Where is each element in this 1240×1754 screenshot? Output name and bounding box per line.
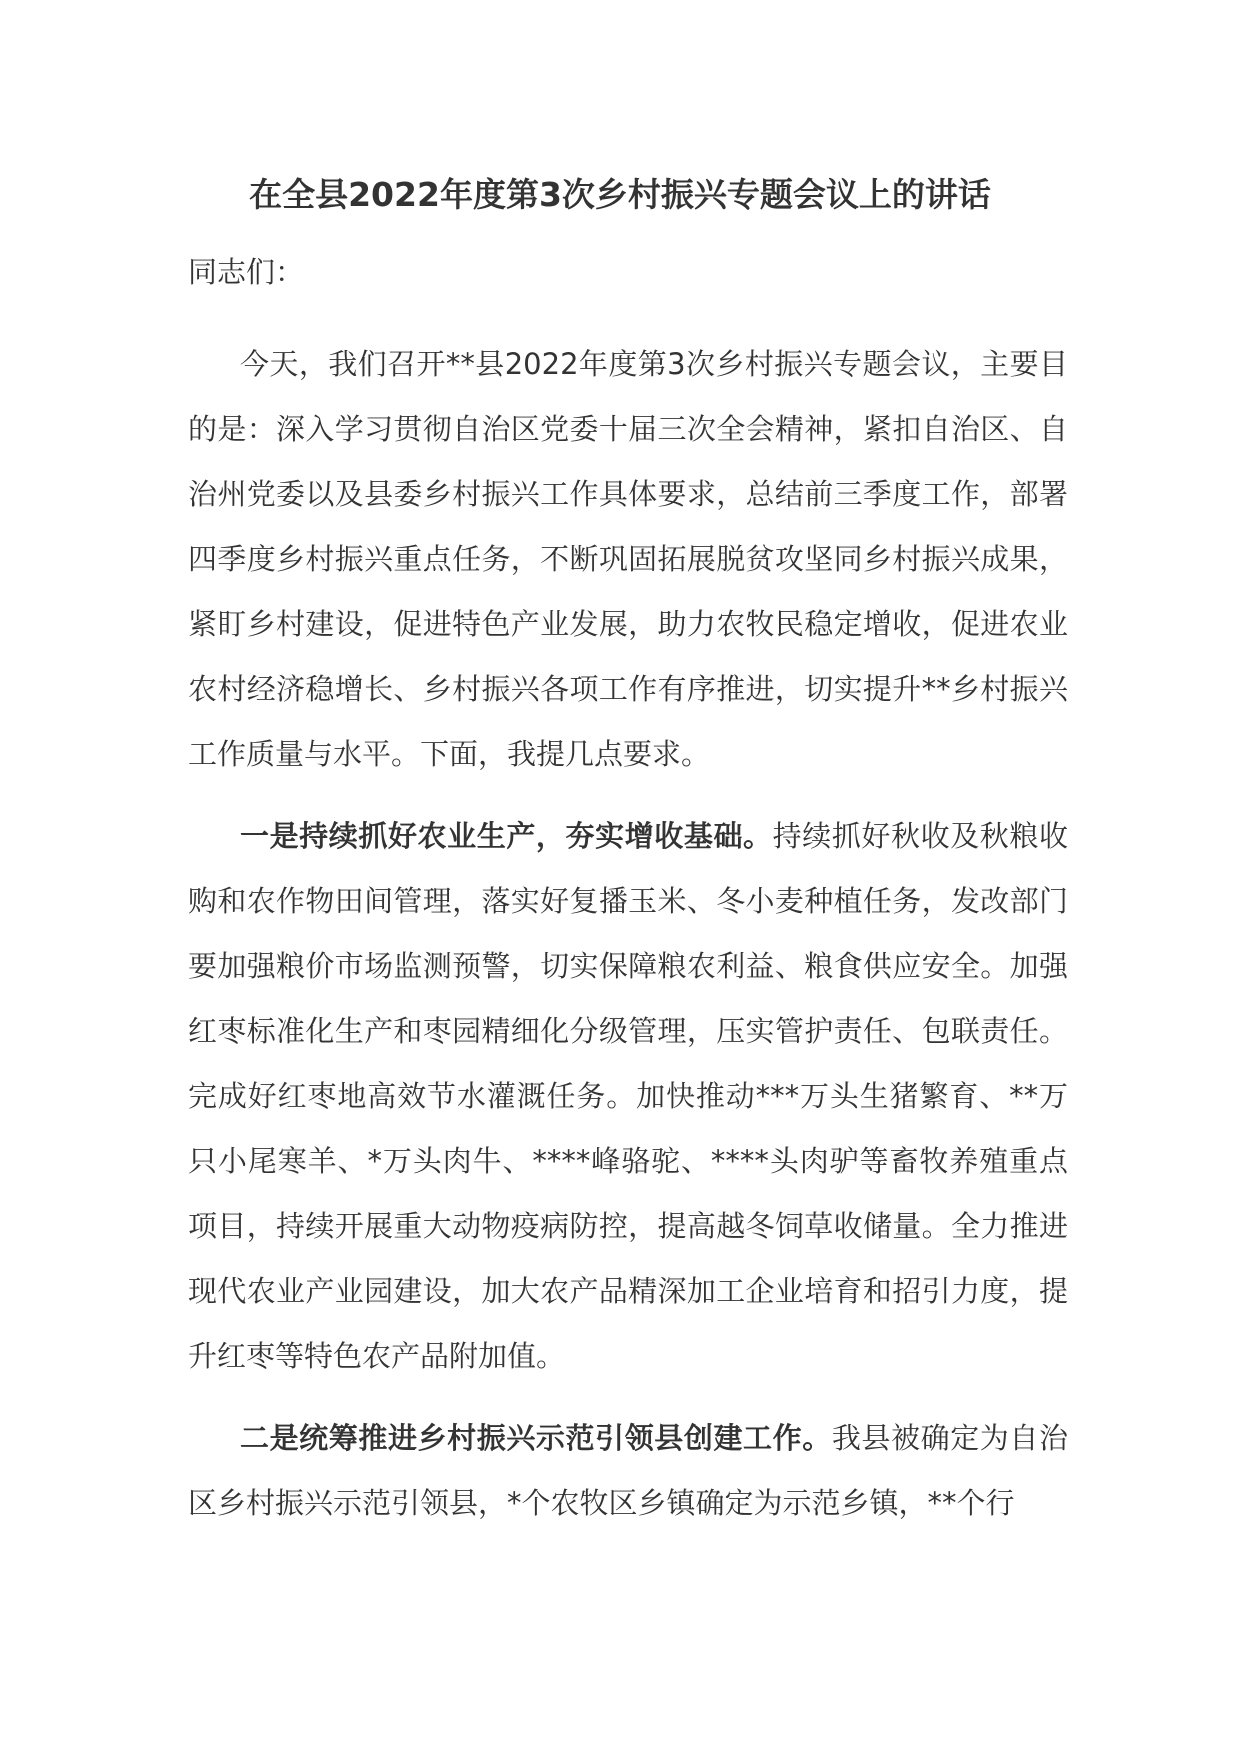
paragraph-body: 我县被确定为自治区乡村振兴示范引领县，*个农牧区乡镇确定为示范乡镇，**个行: [188, 1421, 1068, 1520]
paragraph-lead: 一是持续抓好农业生产，夯实增收基础。: [240, 819, 773, 853]
paragraph-lead: 二是统筹推进乡村振兴示范引领县创建工作。: [240, 1421, 832, 1455]
salutation: 同志们：: [188, 255, 305, 289]
paragraph-demonstration: [188, 1406, 1068, 1536]
paragraph-agriculture: [188, 804, 1068, 1389]
document-title: 在全县2022年度第3次乡村振兴专题会议上的讲话: [249, 175, 991, 214]
paragraph-body: 持续抓好秋收及秋粮收购和农作物田间管理，落实好复播玉米、冬小麦种植任务，发改部门要加强粮价市场监测预警，切实保障粮农利益、粮食供应安全。加强红枣标准化生产和枣园精细化分级管理，压实管护责任、包联责任。完成好红枣地高效节水灌溉任务。加快推动***万头生猪繁育、**万只小尾寒羊、*万头肉牛、****峰骆驼、****头肉驴等畜牧养殖重点项目，持续开展重大动物疫病防控，提高越冬饲草收储量。全力推进现代农业产业园建设，加大农产品精深加工企业培育和招引力度，提升红枣等特色农产品附加值。: [188, 819, 1068, 1373]
paragraph-body: 今天，我们召开**县2022年度第3次乡村振兴专题会议，主要目的是：深入学习贯彻自治区党委十届三次全会精神，紧扣自治区、自治州党委以及县委乡村振兴工作具体要求，总结前三季度工作，部署四季度乡村振兴重点任务，不断巩固拓展脱贫攻坚同乡村振兴成果，紧盯乡村建设，促进特色产业发展，助力农牧民稳定增收，促进农业农村经济稳增长、乡村振兴各项工作有序推进，切实提升**乡村振兴工作质量与水平。下面，我提几点要求。: [188, 347, 1068, 771]
paragraph-intro: [188, 332, 1068, 787]
